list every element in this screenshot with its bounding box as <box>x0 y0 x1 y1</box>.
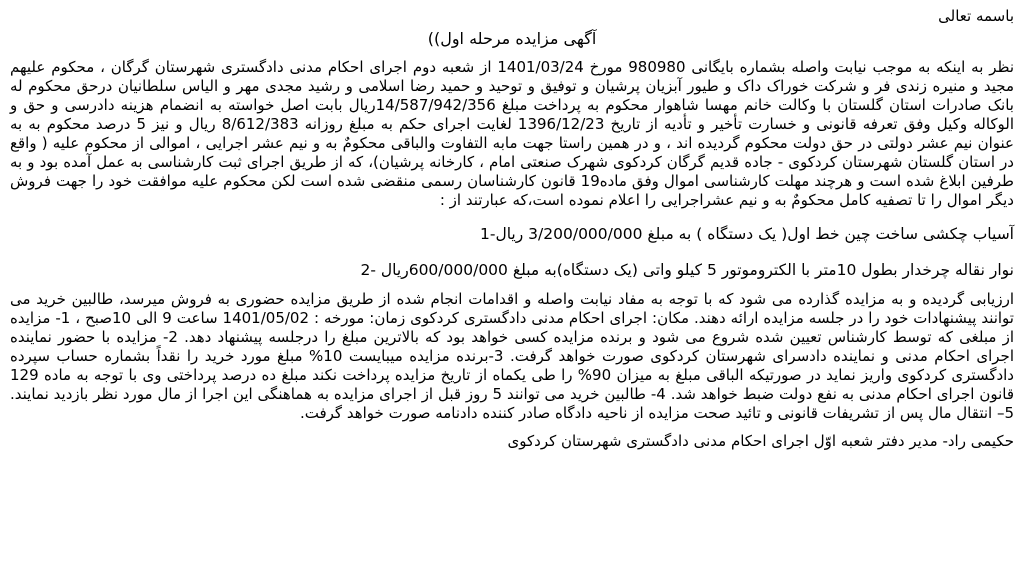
auction-item-2: نوار نقاله چرخدار بطول 10متر با الکتروموتور 5 کیلو واتی (یک دستگاه)به مبلغ 600/000/000ریال -2 <box>360 261 1014 279</box>
invocation-header: باسمه تعالی <box>938 7 1014 25</box>
notice-title: آگهی مزایده مرحله اول)) <box>427 29 597 48</box>
notice-paragraph-main: نظر به اینکه به موجب نیابت واصله بشماره بایگانی 980980 مورخ 1401/03/24 از شعبه دوم اجرای احکام مدنی دادگستری شهرستان گرگان ، محکوم علیهم مجید و منیره زندی فر و شرکت خوراک داک و طیور آبزیان پرشیان و توفیق و توحید و حمید رضا اسلامی و رشید مجدی مهر و الیاس سلطانیان درحق محکوم له بانک صادرات استان گلستان با وکالت خانم مهسا شاهوار محکوم به پرداخت مبلغ 14/587/942/356ریال بابت اصل خواسته به انضمام هزینه دادرسی و حق و الوکاله وکیل وفق تعرفه قانونی و خسارت تأخیر و تأدیه از تاریخ 1396/12/23 لغایت اجرای حکم به مبلغ روزانه 8/612/383 ریال و نیز 5 درصد محکوم به به عنوان نیم عشر دولتی در حق دولت محکوم گردیده اند ، و در همین راستا جهت مابه التفاوت والباقی محکومٌ به و نیم عشر اجرایی ، اموالی از محکوم علیه ( واقع در استان گلستان شهرستان کردکوی - جاده قدیم گرگان کردکوی شهرک صنعتی امام ، کارخانه پرشیان)، که از طریق اجرای ثبت کارشناسی به عمل آمده بود و به طرفین ابلاغ شده است و هرچند مهلت کارشناسی اموال وفق ماده19 قانون کارشناسان رسمی منقضی شده است لکن محکوم علیه موافقت خود را جهت فروش دیگر اموال را تا تصفیه کامل محکومٌ به و نیم عشراجرایی را اعلام نموده است،که عبارتند از : <box>10 58 1015 209</box>
notice-paragraph-terms: ارزیابی گردیده و به مزایده گذارده می شود که با توجه به مفاد نیابت واصله و اقدامات انجام شده از طریق مزایده حضوری به فروش میرسد، طالبین خرید می توانند پیشنهادات خود را در جلسه مزایده ارائه دهند. مکان: اجرای احکام مدنی دادگستری کردکوی زمان: مورخه : 1401/05/02 ساعت 9 الی 10صبح ، 1- مزایده از مبلغی که توسط کارشناس تعیین شده شروع می شود و برنده مزایده کسی خواهد بود که بالاترین مبلغ را درجلسه پیشنهاد دهد. 2- مزایده با حضور نماینده اجرای احکام مدنی و نماینده دادسرای شهرستان کردکوی صورت خواهد گرفت. 3-برنده مزایده میبایست 10% مبلغ مورد خرید را نقداً بشماره حساب سپرده دادگستری کردکوی واریز نماید در صورتیکه الباقی مبلغ به میزان 90% را طی یکماه از تاریخ مزایده پرداخت نکند مبلغ ده درصد پرداختی وی با توجه به ماده 129 قانون اجرای احکام مدنی به نفع دولت ضبط خواهد شد. 4- طالبین خرید می توانند 5 روز قبل از اجرای مزایده به هماهنگی این اجرا از مال مورد نظر بازدید نمایند. 5– انتقال مال پس از تشریفات قانونی و تائید صحت مزایده از ناحیه دادگاه صادر کننده دادنامه صورت خواهد گرفت. <box>10 290 1014 422</box>
auction-item-1: آسیاب چکشی ساخت چین خط اول( یک دستگاه ) به مبلغ 3/200/000/000 ریال-1 <box>479 225 1014 243</box>
signature-line: حکیمی راد- مدیر دفتر شعبه اوّل اجرای احکام مدنی دادگستری شهرستان کردکوی <box>507 432 1014 450</box>
